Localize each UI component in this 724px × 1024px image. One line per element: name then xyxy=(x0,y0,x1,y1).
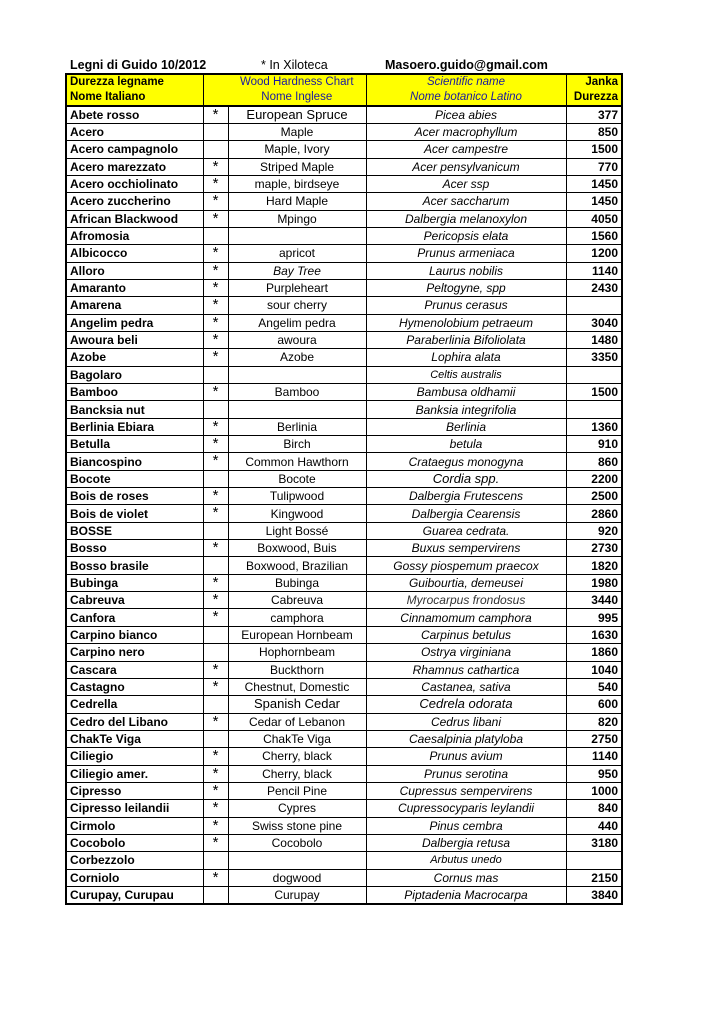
italian-name-cell: Cipresso leilandii xyxy=(66,800,203,817)
header-cell-italian-name: Nome Italiano xyxy=(66,90,203,106)
janka-value-cell: 4050 xyxy=(566,210,622,227)
italian-name-cell: Bubinga xyxy=(66,574,203,591)
janka-value-cell: 2200 xyxy=(566,470,622,487)
xiloteca-star-cell: * xyxy=(203,279,228,296)
janka-value-cell: 3350 xyxy=(566,349,622,366)
italian-name-cell: Corbezzolo xyxy=(66,852,203,869)
english-name-cell: Cabreuva xyxy=(228,592,366,609)
table-row xyxy=(66,245,622,262)
english-name-cell: Curupay xyxy=(228,886,366,903)
janka-value-cell: 1140 xyxy=(566,748,622,765)
english-name-cell: Birch xyxy=(228,436,366,453)
english-name-cell: Striped Maple xyxy=(228,158,366,175)
italian-name-cell: Cabreuva xyxy=(66,592,203,609)
xiloteca-star-cell: * xyxy=(203,158,228,175)
italian-name-cell: Amaranto xyxy=(66,279,203,296)
xiloteca-star-cell xyxy=(203,644,228,661)
table-row xyxy=(66,852,622,869)
italian-name-cell: Acero occhiolinato xyxy=(66,175,203,192)
header-row-2 xyxy=(66,90,622,106)
italian-name-cell: Acero xyxy=(66,123,203,140)
scientific-name-cell: Crataegus monogyna xyxy=(366,453,566,470)
italian-name-cell: Bamboo xyxy=(66,384,203,401)
scientific-name-cell: Myrocarpus frondosus xyxy=(366,592,566,609)
janka-value-cell: 2150 xyxy=(566,869,622,886)
italian-name-cell: Cascara xyxy=(66,661,203,678)
hardness-table xyxy=(65,73,623,905)
janka-value-cell: 440 xyxy=(566,817,622,834)
header-cell-latin-name: Nome botanico Latino xyxy=(366,90,566,106)
italian-name-cell: Bosso brasile xyxy=(66,557,203,574)
scientific-name-cell: Dalbergia melanoxylon xyxy=(366,210,566,227)
table-row xyxy=(66,384,622,401)
scientific-name-cell: Prunus serotina xyxy=(366,765,566,782)
header-cell-star xyxy=(203,74,228,90)
italian-name-cell: Cedrella xyxy=(66,696,203,713)
table-row xyxy=(66,453,622,470)
header-cell-italian: Durezza legname xyxy=(66,74,203,90)
xiloteca-star-cell: * xyxy=(203,678,228,695)
english-name-cell: Swiss stone pine xyxy=(228,817,366,834)
english-name-cell: awoura xyxy=(228,331,366,348)
janka-value-cell: 377 xyxy=(566,106,622,123)
table-row xyxy=(66,175,622,192)
table-row xyxy=(66,869,622,886)
janka-value-cell: 920 xyxy=(566,522,622,539)
italian-name-cell: Ciliegio xyxy=(66,748,203,765)
english-name-cell: Pencil Pine xyxy=(228,782,366,799)
xiloteca-star-cell xyxy=(203,730,228,747)
title-bar xyxy=(65,57,621,73)
english-name-cell: Tulipwood xyxy=(228,488,366,505)
scientific-name-cell: Cedrus libani xyxy=(366,713,566,730)
scientific-name-cell: Piptadenia Macrocarpa xyxy=(366,886,566,903)
janka-value-cell: 770 xyxy=(566,158,622,175)
janka-value-cell: 2730 xyxy=(566,540,622,557)
header-cell-janka: Janka xyxy=(566,74,622,90)
english-name-cell: dogwood xyxy=(228,869,366,886)
english-name-cell: Spanish Cedar xyxy=(228,696,366,713)
scientific-name-cell: Guibourtia, demeusei xyxy=(366,574,566,591)
english-name-cell: Purpleheart xyxy=(228,279,366,296)
xiloteca-star-cell: * xyxy=(203,817,228,834)
janka-value-cell: 3040 xyxy=(566,314,622,331)
xiloteca-star-cell: * xyxy=(203,713,228,730)
xiloteca-star-cell: * xyxy=(203,384,228,401)
scientific-name-cell: Acer ssp xyxy=(366,175,566,192)
xiloteca-star-cell: * xyxy=(203,262,228,279)
italian-name-cell: Carpino nero xyxy=(66,644,203,661)
english-name-cell: Light Bossé xyxy=(228,522,366,539)
xiloteca-star-cell xyxy=(203,557,228,574)
italian-name-cell: Berlinia Ebiara xyxy=(66,418,203,435)
italian-name-cell: Canfora xyxy=(66,609,203,626)
table-row xyxy=(66,644,622,661)
table-row xyxy=(66,661,622,678)
table-row xyxy=(66,592,622,609)
scientific-name-cell: Berlinia xyxy=(366,418,566,435)
wood-hardness-sheet xyxy=(65,57,621,905)
english-name-cell: ChakTe Viga xyxy=(228,730,366,747)
janka-value-cell: 1140 xyxy=(566,262,622,279)
scientific-name-cell: Acer macrophyllum xyxy=(366,123,566,140)
table-row xyxy=(66,141,622,158)
xiloteca-star-cell: * xyxy=(203,418,228,435)
scientific-name-cell: Cinnamomum camphora xyxy=(366,609,566,626)
english-name-cell: Cedar of Lebanon xyxy=(228,713,366,730)
scientific-name-cell: Dalbergia Cearensis xyxy=(366,505,566,522)
table-row xyxy=(66,401,622,418)
italian-name-cell: Albicocco xyxy=(66,245,203,262)
xiloteca-star-cell xyxy=(203,696,228,713)
xiloteca-star-cell: * xyxy=(203,540,228,557)
table-row xyxy=(66,262,622,279)
english-name-cell: sour cherry xyxy=(228,297,366,314)
janka-value-cell xyxy=(566,297,622,314)
xiloteca-star-cell: * xyxy=(203,869,228,886)
janka-value-cell: 850 xyxy=(566,123,622,140)
english-name-cell: Bamboo xyxy=(228,384,366,401)
table-row xyxy=(66,540,622,557)
english-name-cell: Boxwood, Brazilian xyxy=(228,557,366,574)
xiloteca-star-cell: * xyxy=(203,834,228,851)
janka-value-cell: 600 xyxy=(566,696,622,713)
janka-value-cell: 910 xyxy=(566,436,622,453)
italian-name-cell: Abete rosso xyxy=(66,106,203,123)
xiloteca-star-cell xyxy=(203,852,228,869)
italian-name-cell: Cirmolo xyxy=(66,817,203,834)
table-row xyxy=(66,470,622,487)
table-row xyxy=(66,297,622,314)
scientific-name-cell: Castanea, sativa xyxy=(366,678,566,695)
table-row xyxy=(66,817,622,834)
italian-name-cell: Ciliegio amer. xyxy=(66,765,203,782)
italian-name-cell: Curupay, Curupau xyxy=(66,886,203,903)
xiloteca-star-cell xyxy=(203,227,228,244)
xiloteca-star-cell: * xyxy=(203,800,228,817)
janka-value-cell xyxy=(566,852,622,869)
janka-value-cell: 840 xyxy=(566,800,622,817)
scientific-name-cell: Cedrela odorata xyxy=(366,696,566,713)
italian-name-cell: Alloro xyxy=(66,262,203,279)
table-row xyxy=(66,886,622,903)
janka-value-cell: 3840 xyxy=(566,886,622,903)
table-row xyxy=(66,609,622,626)
janka-value-cell: 2750 xyxy=(566,730,622,747)
janka-value-cell: 1480 xyxy=(566,331,622,348)
header-cell-english: Wood Hardness Chart xyxy=(228,74,366,90)
scientific-name-cell: Dalbergia Frutescens xyxy=(366,488,566,505)
scientific-name-cell: Pericopsis elata xyxy=(366,227,566,244)
janka-value-cell: 2430 xyxy=(566,279,622,296)
table-row xyxy=(66,418,622,435)
table-row xyxy=(66,782,622,799)
xiloteca-star-cell xyxy=(203,470,228,487)
scientific-name-cell: Acer pensylvanicum xyxy=(366,158,566,175)
xiloteca-star-cell xyxy=(203,366,228,383)
italian-name-cell: Cocobolo xyxy=(66,834,203,851)
table-row xyxy=(66,210,622,227)
scientific-name-cell: Paraberlinia Bifoliolata xyxy=(366,331,566,348)
english-name-cell: Maple xyxy=(228,123,366,140)
xiloteca-star-cell xyxy=(203,522,228,539)
scientific-name-cell: Pinus cembra xyxy=(366,817,566,834)
english-name-cell: Common Hawthorn xyxy=(228,453,366,470)
italian-name-cell: Bagolaro xyxy=(66,366,203,383)
xiloteca-star-cell: * xyxy=(203,245,228,262)
scientific-name-cell: Arbutus unedo xyxy=(366,852,566,869)
table-row xyxy=(66,227,622,244)
italian-name-cell: Betulla xyxy=(66,436,203,453)
english-name-cell: Hard Maple xyxy=(228,193,366,210)
english-name-cell xyxy=(228,366,366,383)
janka-value-cell: 1500 xyxy=(566,384,622,401)
italian-name-cell: Acero zuccherino xyxy=(66,193,203,210)
janka-value-cell: 1360 xyxy=(566,418,622,435)
english-name-cell: Angelim pedra xyxy=(228,314,366,331)
xiloteca-star-cell: * xyxy=(203,193,228,210)
scientific-name-cell: Banksia integrifolia xyxy=(366,401,566,418)
table-row xyxy=(66,193,622,210)
xiloteca-star-cell: * xyxy=(203,314,228,331)
janka-value-cell: 2500 xyxy=(566,488,622,505)
table-row xyxy=(66,800,622,817)
xiloteca-star-cell: * xyxy=(203,106,228,123)
scientific-name-cell: Hymenolobium petraeum xyxy=(366,314,566,331)
english-name-cell: Cypres xyxy=(228,800,366,817)
scientific-name-cell: Acer saccharum xyxy=(366,193,566,210)
xiloteca-note: * In Xiloteca xyxy=(261,58,328,72)
xiloteca-star-cell: * xyxy=(203,175,228,192)
janka-value-cell: 1450 xyxy=(566,175,622,192)
header-cell-scientific: Scientific name xyxy=(366,74,566,90)
xiloteca-star-cell: * xyxy=(203,574,228,591)
xiloteca-star-cell: * xyxy=(203,661,228,678)
scientific-name-cell: Rhamnus cathartica xyxy=(366,661,566,678)
italian-name-cell: ChakTe Viga xyxy=(66,730,203,747)
english-name-cell: European Hornbeam xyxy=(228,626,366,643)
italian-name-cell: Angelim pedra xyxy=(66,314,203,331)
scientific-name-cell: Guarea cedrata. xyxy=(366,522,566,539)
scientific-name-cell: Caesalpinia platyloba xyxy=(366,730,566,747)
table-row xyxy=(66,436,622,453)
janka-value-cell: 1980 xyxy=(566,574,622,591)
scientific-name-cell: Prunus armeniaca xyxy=(366,245,566,262)
italian-name-cell: Bois de roses xyxy=(66,488,203,505)
italian-name-cell: Acero marezzato xyxy=(66,158,203,175)
italian-name-cell: Carpino bianco xyxy=(66,626,203,643)
english-name-cell: Cherry, black xyxy=(228,748,366,765)
janka-value-cell: 3440 xyxy=(566,592,622,609)
italian-name-cell: Corniolo xyxy=(66,869,203,886)
english-name-cell: Kingwood xyxy=(228,505,366,522)
italian-name-cell: Bois de violet xyxy=(66,505,203,522)
xiloteca-star-cell: * xyxy=(203,505,228,522)
header-cell-star-2 xyxy=(203,90,228,106)
scientific-name-cell: Cupressus sempervirens xyxy=(366,782,566,799)
table-row xyxy=(66,574,622,591)
table-row xyxy=(66,730,622,747)
janka-value-cell: 3180 xyxy=(566,834,622,851)
xiloteca-star-cell xyxy=(203,141,228,158)
italian-name-cell: Biancospino xyxy=(66,453,203,470)
english-name-cell: Boxwood, Buis xyxy=(228,540,366,557)
scientific-name-cell: Dalbergia retusa xyxy=(366,834,566,851)
janka-value-cell: 820 xyxy=(566,713,622,730)
english-name-cell: Maple, Ivory xyxy=(228,141,366,158)
janka-value-cell: 860 xyxy=(566,453,622,470)
table-row xyxy=(66,557,622,574)
janka-value-cell: 1040 xyxy=(566,661,622,678)
italian-name-cell: Cedro del Libano xyxy=(66,713,203,730)
xiloteca-star-cell: * xyxy=(203,436,228,453)
english-name-cell: Chestnut, Domestic xyxy=(228,678,366,695)
english-name-cell: Berlinia xyxy=(228,418,366,435)
janka-value-cell: 1450 xyxy=(566,193,622,210)
table-row xyxy=(66,366,622,383)
header-cell-english-name: Nome Inglese xyxy=(228,90,366,106)
scientific-name-cell: Celtis australis xyxy=(366,366,566,383)
table-row xyxy=(66,505,622,522)
english-name-cell xyxy=(228,401,366,418)
italian-name-cell: Bosso xyxy=(66,540,203,557)
xiloteca-star-cell xyxy=(203,886,228,903)
table-row xyxy=(66,696,622,713)
table-row xyxy=(66,279,622,296)
xiloteca-star-cell: * xyxy=(203,609,228,626)
xiloteca-star-cell: * xyxy=(203,349,228,366)
xiloteca-star-cell: * xyxy=(203,453,228,470)
scientific-name-cell: Lophira alata xyxy=(366,349,566,366)
english-name-cell: European Spruce xyxy=(228,106,366,123)
scientific-name-cell: Cordia spp. xyxy=(366,470,566,487)
italian-name-cell: Bocote xyxy=(66,470,203,487)
janka-value-cell: 1000 xyxy=(566,782,622,799)
english-name-cell xyxy=(228,227,366,244)
scientific-name-cell: Cornus mas xyxy=(366,869,566,886)
scientific-name-cell: Acer campestre xyxy=(366,141,566,158)
janka-value-cell xyxy=(566,401,622,418)
scientific-name-cell: betula xyxy=(366,436,566,453)
english-name-cell: Buckthorn xyxy=(228,661,366,678)
xiloteca-star-cell: * xyxy=(203,331,228,348)
xiloteca-star-cell: * xyxy=(203,765,228,782)
table-row xyxy=(66,158,622,175)
scientific-name-cell: Picea abies xyxy=(366,106,566,123)
table-row xyxy=(66,488,622,505)
table-row xyxy=(66,123,622,140)
janka-value-cell: 1560 xyxy=(566,227,622,244)
english-name-cell: Hophornbeam xyxy=(228,644,366,661)
english-name-cell: maple, birdseye xyxy=(228,175,366,192)
scientific-name-cell: Carpinus betulus xyxy=(366,626,566,643)
scientific-name-cell: Gossy piospemum praecox xyxy=(366,557,566,574)
scientific-name-cell: Peltogyne, spp xyxy=(366,279,566,296)
xiloteca-star-cell xyxy=(203,626,228,643)
table-row xyxy=(66,678,622,695)
italian-name-cell: Castagno xyxy=(66,678,203,695)
english-name-cell: Cocobolo xyxy=(228,834,366,851)
table-row xyxy=(66,349,622,366)
english-name-cell: Azobe xyxy=(228,349,366,366)
scientific-name-cell: Laurus nobilis xyxy=(366,262,566,279)
english-name-cell xyxy=(228,852,366,869)
table-row xyxy=(66,748,622,765)
janka-value-cell: 1200 xyxy=(566,245,622,262)
table-row xyxy=(66,106,622,123)
document-title: Legni di Guido 10/2012 xyxy=(70,58,207,72)
english-name-cell: Bubinga xyxy=(228,574,366,591)
xiloteca-star-cell: * xyxy=(203,210,228,227)
janka-value-cell: 1860 xyxy=(566,644,622,661)
italian-name-cell: Awoura beli xyxy=(66,331,203,348)
table-row xyxy=(66,713,622,730)
english-name-cell: Bay Tree xyxy=(228,262,366,279)
scientific-name-cell: Buxus sempervirens xyxy=(366,540,566,557)
xiloteca-star-cell: * xyxy=(203,592,228,609)
contact-email: Masoero.guido@gmail.com xyxy=(385,58,548,72)
header-cell-durezza: Durezza xyxy=(566,90,622,106)
header-row-1 xyxy=(66,74,622,90)
janka-value-cell: 1500 xyxy=(566,141,622,158)
scientific-name-cell: Prunus avium xyxy=(366,748,566,765)
english-name-cell: Mpingo xyxy=(228,210,366,227)
italian-name-cell: African Blackwood xyxy=(66,210,203,227)
xiloteca-star-cell xyxy=(203,401,228,418)
english-name-cell: camphora xyxy=(228,609,366,626)
english-name-cell: Bocote xyxy=(228,470,366,487)
table-row xyxy=(66,331,622,348)
english-name-cell: Cherry, black xyxy=(228,765,366,782)
italian-name-cell: Cipresso xyxy=(66,782,203,799)
table-row xyxy=(66,834,622,851)
scientific-name-cell: Cupressocyparis leylandii xyxy=(366,800,566,817)
janka-value-cell: 2860 xyxy=(566,505,622,522)
scientific-name-cell: Bambusa oldhamii xyxy=(366,384,566,401)
table-row xyxy=(66,522,622,539)
janka-value-cell: 540 xyxy=(566,678,622,695)
xiloteca-star-cell: * xyxy=(203,488,228,505)
italian-name-cell: BOSSE xyxy=(66,522,203,539)
janka-value-cell: 1820 xyxy=(566,557,622,574)
english-name-cell: apricot xyxy=(228,245,366,262)
scientific-name-cell: Ostrya virginiana xyxy=(366,644,566,661)
italian-name-cell: Bancksia nut xyxy=(66,401,203,418)
xiloteca-star-cell: * xyxy=(203,782,228,799)
janka-value-cell: 1630 xyxy=(566,626,622,643)
table-row xyxy=(66,626,622,643)
xiloteca-star-cell: * xyxy=(203,297,228,314)
table-row xyxy=(66,314,622,331)
xiloteca-star-cell xyxy=(203,123,228,140)
janka-value-cell: 950 xyxy=(566,765,622,782)
italian-name-cell: Afromosia xyxy=(66,227,203,244)
xiloteca-star-cell: * xyxy=(203,748,228,765)
table-row xyxy=(66,765,622,782)
italian-name-cell: Amarena xyxy=(66,297,203,314)
italian-name-cell: Acero campagnolo xyxy=(66,141,203,158)
italian-name-cell: Azobe xyxy=(66,349,203,366)
janka-value-cell xyxy=(566,366,622,383)
janka-value-cell: 995 xyxy=(566,609,622,626)
scientific-name-cell: Prunus cerasus xyxy=(366,297,566,314)
